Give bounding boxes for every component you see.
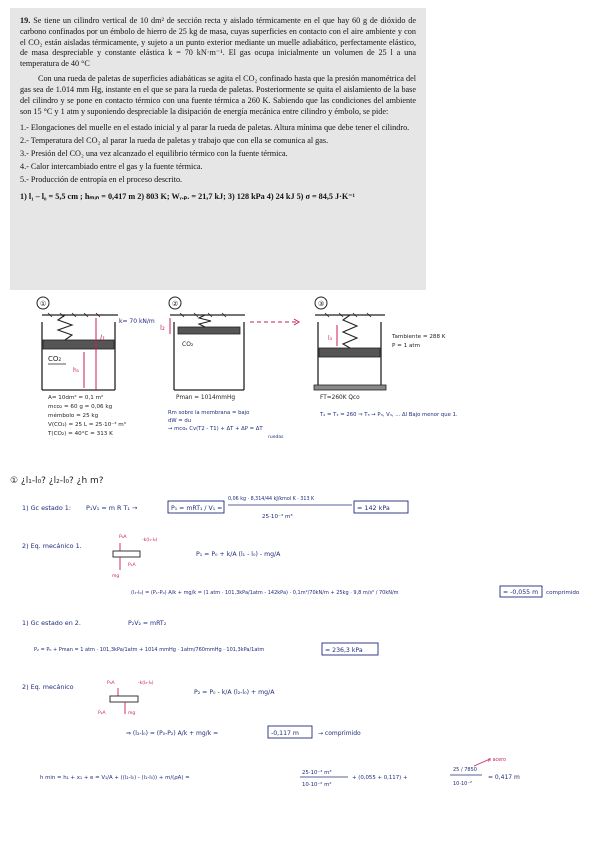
state-3-note: T₂ = T₃ = 260 ⇒ T₃ → P₃, V₃, ... Δl Bajo menor que 1.	[320, 412, 458, 418]
problem-paragraph-2: Con una rueda de paletas de superficies adiabáticas se agita el CO₂ confinado hasta que la presión manométrica del gas sea de 1.014 mm Hg, instante en el que se para la rueda de paletas. Posteriormente se quita el aislamiento de la base del cilindro y se pone en contacto térmico con una fuente térmica a 260 K. Sabiendo que las condiciones del ambiente son 15 °C y 1 atm y suponiendo despreciable la disipación de energía mecánica entre cilindro y émbolo, se pide:	[20, 74, 416, 116]
state-3-diagram	[314, 297, 458, 418]
final-frac2-den: 10·10⁻²	[453, 781, 472, 787]
spring-icon	[58, 315, 72, 340]
step-2-label: 2) Eq. mecánico 1.	[22, 542, 82, 550]
step-3-label: 1) Gc estado en 2.	[22, 619, 81, 627]
final-frac-den: 10·10⁻² m²	[302, 782, 332, 788]
final-frac2-num: 25 / 7850	[453, 767, 477, 773]
piston-force-diagram	[110, 696, 138, 702]
step-4-equation: P₂ = P₀ - k/A (l₂-l₀) + mg/A	[194, 689, 275, 696]
gas-label: CO₂	[182, 341, 194, 348]
state-2-note-sub: ruedas	[268, 435, 284, 440]
final-tag: ρ acero	[488, 758, 506, 763]
state-2-note: dW = du	[168, 418, 192, 424]
force-label: -k(l₁-l₀)	[142, 538, 158, 543]
question-list	[20, 123, 416, 185]
state-1-data-line: T(CO₂) = 40°C = 313 K	[48, 431, 113, 437]
svg-text:l₃: l₃	[328, 335, 333, 342]
state-2-note: Rm sobre la membrana = bajo	[168, 410, 250, 416]
state-1-data-line: A= 10dm² = 0,1 m²	[48, 395, 104, 401]
step-1-fraction-den: 25·10⁻³ m³	[262, 514, 293, 520]
step-1-fraction-num: 0,06 kg · 8,314/44 kJ/kmol K · 313 K	[228, 497, 315, 502]
spring-icon	[199, 315, 211, 327]
question-item: 3.- Presión del CO₂ una vez alcanzado el equilibrio térmico con la fuente térmica.	[20, 149, 288, 159]
step-3-line: P₂ = P₀ + Pman = 1 atm · 101,3kPa/1atm + 1014 mmHg · 1atm/760mmHg · 101,3kPa/1atm	[34, 647, 265, 653]
state-1-diagram	[37, 297, 155, 437]
state-2-diagram	[160, 297, 284, 440]
step-2-result-lhs: (l₁-l₀) = (P₁-P₀) A/k + mg/k = (1 atm · 101,3kPa/1atm - 142kPa) · 0,1m²/70kN/m + 25kg · 9,8 m/s² / 70kN/m	[131, 590, 399, 596]
force-label: mg	[112, 574, 120, 579]
svg-text:l₁: l₁	[100, 334, 105, 342]
question-item: 2.- Temperatura del CO₂ al parar la rueda de paletas y trabajo que con ella se comunica al gas.	[20, 136, 329, 146]
state-2-label: ②	[172, 300, 179, 308]
step-4-result: -0,117 m	[271, 730, 299, 737]
piston-icon	[319, 348, 380, 357]
problem-paragraph-1	[20, 16, 416, 70]
step-1-label: 1) Gc estado 1:	[22, 504, 71, 512]
step-4-note: → comprimido	[318, 730, 361, 737]
question-header: ① ¿l₁-l₀? ¿l₂-l₀? ¿h m?	[10, 476, 104, 486]
step-1-lhs: P₁ = mRT₁ / V₁ =	[171, 505, 223, 512]
step-3-equation: P₂V₂ = mRT₂	[128, 620, 167, 627]
step-1-equation: P₁V₁ = m R T₁ →	[86, 504, 138, 512]
state-3-label: ③	[318, 300, 325, 308]
force-label: P₀A	[107, 681, 115, 686]
force-label: P₂A	[98, 711, 106, 716]
ambient-temp: Tambiente = 288 K	[392, 334, 446, 340]
state-3-data: FT=260K Qco	[320, 395, 360, 401]
step-3-result: = 236,3 kPa	[325, 647, 363, 654]
gas-label: CO₂	[48, 355, 62, 363]
ambient-pressure: P = 1 atm	[392, 343, 421, 349]
spring-constant-label: k= 70 kN/m	[119, 318, 155, 325]
svg-text:h₁: h₁	[73, 367, 80, 374]
step-2-note: comprimido	[546, 590, 580, 596]
problem-text-1: Se tiene un cilindro vertical de 10 dm² de sección recta y aislado térmicamente en el que hay 60 g de dióxido de carbono confinados por un émbolo de hierro de 25 kg de masa, cuyas superficies en contacto con el aire ambiente y con el CO₂ están aisladas térmicamente, y sujeto a un punto exterior mediante un muelle adiabático, perfectamente elástico, de masa despreciable y constante elástica k = 70 kN·m⁻¹. El gas ocupa inicialmente un volumen de 25 l a una temperatura de 40 °C	[20, 16, 416, 69]
state-1-data-line: mco₂ = 60 g = 0,06 kg	[48, 404, 113, 410]
final-lhs: h min = h₁ + x₁ + e = V₁/A + ((l₂-l₀) - (l₁-l₀)) + m/(ρA) =	[40, 775, 190, 781]
question-item: 1.- Elongaciones del muelle en el estado inicial y al parar la rueda de paletas. Altura mínima que debe tener el cilindro.	[20, 123, 410, 133]
force-label: P₀A	[119, 535, 127, 540]
piston-force-diagram	[113, 551, 140, 557]
question-item: 4.- Calor intercambiado entre el gas y la fuente térmica.	[20, 161, 203, 171]
state-1-label: ①	[40, 300, 47, 308]
svg-text:l₂: l₂	[160, 324, 165, 332]
force-label: mg	[128, 711, 136, 716]
handwritten-notes	[0, 290, 601, 848]
step-2-equation: P₁ = P₀ + k/A (l₁ - l₀) - mg/A	[196, 551, 281, 558]
thermal-source-icon	[314, 385, 386, 390]
final-frac-num: 25·10⁻³ m³	[302, 770, 332, 776]
question-item: 5.- Producción de entropía en el proceso descrito.	[20, 174, 183, 184]
answers-line: 1) l₁ – l₀ = 5,5 cm ; hₘᵢₙ = 0,417 m 2) 803 K; Wᵣ.ₚ. = 21,7 kJ; 3) 128 kPa 4) 24 kJ 5) σ = 84,5 J·K⁻¹	[20, 191, 356, 201]
state-2-data: Pman = 1014mmHg	[176, 395, 235, 401]
force-label: P₁A	[128, 563, 136, 568]
step-4-result-lhs: ⇒ (l₂-l₀) = (P₀-P₂) A/k + mg/k =	[126, 730, 219, 737]
spring-icon	[343, 315, 357, 348]
step-2-result: = -0,055 m	[503, 589, 539, 596]
state-1-data-line: mémbolo = 25 kg	[48, 413, 99, 419]
problem-number: 19.	[20, 16, 31, 25]
step-4-label: 2) Eq. mecánico	[22, 683, 74, 691]
problem-statement	[10, 8, 426, 290]
final-result: = 0,417 m	[488, 774, 520, 781]
force-label: -k(l₂-l₀)	[138, 681, 154, 686]
step-1-result: = 142 kPa	[357, 504, 390, 512]
state-1-data-line: V(CO₂) = 25 L = 25·10⁻³ m³	[48, 422, 126, 428]
piston-icon	[178, 327, 240, 334]
final-mid: + (0,055 + 0,117) +	[352, 775, 408, 781]
state-2-note: → mco₂ Cv(T2 - T1) + ΔT + ΔP = ΔT	[168, 426, 263, 432]
